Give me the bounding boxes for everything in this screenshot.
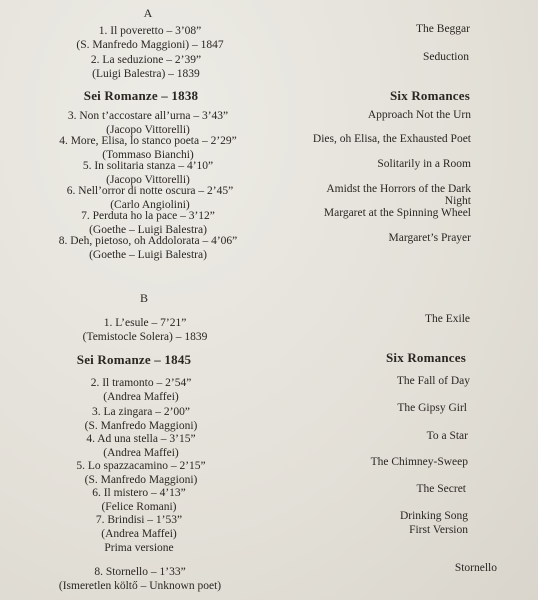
side-b-track-8-title: 8. Stornello – 1’33” — [94, 566, 186, 578]
side-a-track-7-english: Margaret at the Spinning Wheel — [323, 207, 471, 219]
side-b-track-7-credit-line2: Prima versione — [104, 542, 174, 554]
side-b-track-2-credit: (Andrea Maffei) — [103, 391, 179, 403]
side-a-track-4-credit: (Tommaso Bianchi) — [102, 149, 194, 161]
side-a-track-6-english: Amidst the Horrors of the Dark — [326, 183, 471, 195]
side-a-track-2-english: Seduction — [423, 51, 469, 63]
side-a-track-1-english: The Beggar — [416, 23, 470, 35]
side-b-heading-english: Six Romances — [385, 350, 466, 365]
side-a-track-3-title: 3. Non t’accostare all’urna – 3’43” — [67, 110, 229, 122]
side-b-track-5-english: The Chimney-Sweep — [370, 456, 468, 468]
side-a-track-3-credit: (Jacopo Vittorelli) — [106, 124, 190, 136]
side-b-track-4-title: 4. Ad una stella – 3’15” — [86, 433, 196, 445]
side-b-track-4-credit: (Andrea Maffei) — [103, 447, 179, 459]
side-a-track-5-credit: (Jacopo Vittorelli) — [106, 174, 190, 186]
side-b-track-8-credit: (Ismeretlen költő – Unknown poet) — [58, 580, 222, 592]
side-a-track-8-english: Margaret’s Prayer — [388, 232, 471, 244]
side-a-track-5-english: Solitarily in a Room — [377, 158, 471, 170]
side-a-track-3-english: Approach Not the Urn — [367, 109, 471, 121]
side-b-track-7-credit: (Andrea Maffei) — [101, 528, 177, 540]
side-b-heading: Sei Romanze – 1845 — [76, 352, 192, 367]
side-b-track-4-english: To a Star — [426, 430, 468, 442]
side-b-track-3-english: The Gipsy Girl — [397, 402, 467, 414]
side-a-heading-english: Six Romances — [389, 88, 470, 103]
side-a-track-2-title: 2. La seduzione – 2’39” — [90, 54, 202, 66]
side-a-track-7-title: 7. Perduta ho la pace – 3’12” — [81, 210, 215, 222]
side-b-label: B — [139, 291, 149, 305]
side-a-track-6-english-line2: Night — [444, 195, 471, 207]
side-a-track-1-credit: (S. Manfredo Maggioni) – 1847 — [76, 39, 224, 51]
side-a-track-6-title: 6. Nell’orror di notte oscura – 2’45” — [66, 185, 234, 197]
side-a-track-2-credit: (Luigi Balestra) – 1839 — [92, 68, 200, 80]
side-a-track-4-english: Dies, oh Elisa, the Exhausted Poet — [312, 133, 471, 145]
side-b-track-3-credit: (S. Manfredo Maggioni) — [84, 420, 198, 432]
side-a-track-8-credit: (Goethe – Luigi Balestra) — [89, 249, 207, 261]
side-b-track-7-title: 7. Brindisi – 1’53” — [95, 514, 183, 526]
side-b-track-7-english: Drinking Song — [399, 510, 468, 522]
side-b-track-1-english: The Exile — [424, 313, 470, 325]
side-b-track-5-title: 5. Lo spazzacamino – 2’15” — [76, 460, 206, 472]
side-b-track-6-english: The Secret — [416, 483, 466, 495]
side-b-track-8-english: Stornello — [454, 562, 497, 574]
side-a-track-8-title: 8. Deh, pietoso, oh Addolorata – 4’06” — [58, 235, 238, 247]
side-b-track-1-title: 1. L’esule – 7’21” — [103, 317, 187, 329]
side-a-label: A — [143, 6, 153, 20]
side-a-track-5-title: 5. In solitaria stanza – 4’10” — [82, 160, 214, 172]
side-b-track-1-credit: (Temistocle Solera) – 1839 — [82, 331, 208, 343]
side-b-track-2-english: The Fall of Day — [396, 375, 470, 387]
side-a-track-1-title: 1. Il poveretto – 3’08” — [98, 25, 202, 37]
side-b-track-3-title: 3. La zingara – 2’00” — [91, 406, 191, 418]
side-b-track-7-english-line2: First Version — [409, 524, 468, 536]
side-a-track-6-credit: (Carlo Angiolini) — [110, 199, 190, 211]
side-b-track-2-title: 2. Il tramonto – 2’54” — [90, 377, 192, 389]
side-b-track-6-credit: (Felice Romani) — [101, 501, 177, 513]
side-a-track-4-title: 4. More, Elisa, lo stanco poeta – 2’29” — [59, 135, 237, 147]
side-a-track-7-credit: (Goethe – Luigi Balestra) — [89, 224, 207, 236]
side-b-track-6-title: 6. Il mistero – 4’13” — [92, 487, 186, 499]
side-b-track-5-credit: (S. Manfredo Maggioni) — [84, 474, 198, 486]
side-a-heading: Sei Romanze – 1838 — [83, 88, 199, 103]
